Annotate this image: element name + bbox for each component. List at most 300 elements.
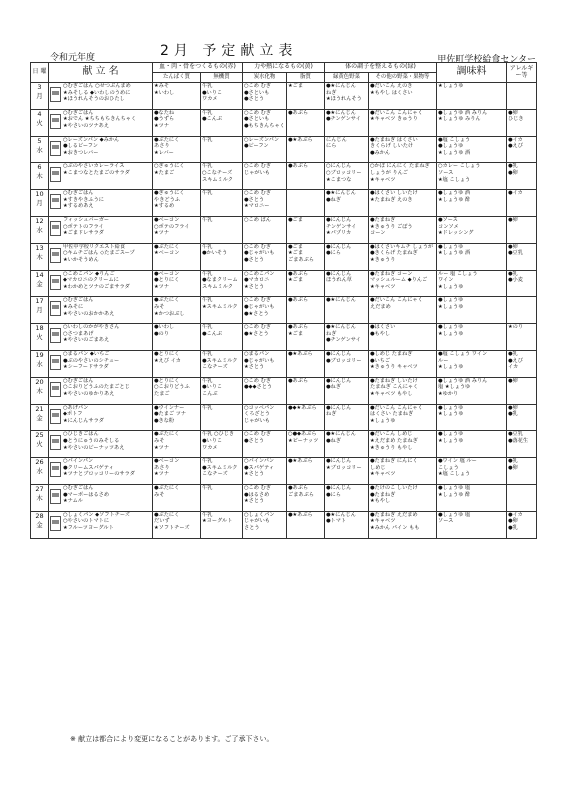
seasoning-cell: [437, 270, 507, 297]
menu-cell: [49, 484, 153, 511]
ingredient-line: ●ぶたにく: [154, 243, 180, 250]
ingredient-line: ●卵: [508, 404, 518, 411]
table-row: [31, 404, 537, 431]
allergy-cell: [507, 458, 537, 485]
ingredient-line: ●★にんじん: [326, 431, 356, 438]
date-number: 26: [35, 458, 44, 467]
ingredient-line: ●えび: [508, 357, 523, 364]
ingredient-line: ●いちご: [370, 357, 391, 364]
date-number: 19: [35, 350, 44, 359]
ingredient-line: ●しょうゆ 塩: [438, 511, 471, 518]
carbs-cell: [243, 83, 287, 110]
ingredient-line: マッシュルーム ◆りんご: [370, 277, 428, 284]
allergy-cell: [507, 243, 537, 270]
header-carbs: 炭水化物: [243, 73, 287, 83]
menu-cell: [49, 109, 153, 136]
ingredient-line: ●★あぶら: [288, 136, 313, 143]
menu-item: ○むぎごはん: [63, 109, 94, 116]
ingredient-line: ★しょうゆ: [438, 83, 464, 89]
ingredient-line: ★ヨーグルト: [202, 518, 233, 525]
ingredient-line: ★ツナ: [154, 122, 170, 129]
date-cell: [31, 243, 49, 270]
fats-cell: [287, 163, 325, 190]
ingredient-line: ●★あぶら: [288, 511, 313, 518]
ingredient-line: ★ピーナッツ: [288, 437, 319, 444]
protein-cell: [153, 190, 201, 217]
allergy-cell: [507, 109, 537, 136]
carbs-cell: [243, 190, 287, 217]
day-of-week: 火: [36, 333, 43, 342]
ingredient-line: ●さとう: [244, 196, 265, 203]
ingredient-line: あさり: [154, 464, 170, 471]
seasoning-cell: [437, 83, 507, 110]
ingredient-line: ★しょうゆ: [370, 417, 396, 424]
fats-cell: [287, 377, 325, 404]
carbs-cell: [243, 458, 287, 485]
ingredient-line: ★キャベツ: [370, 176, 396, 183]
day-of-week: 金: [36, 520, 43, 529]
ingredient-line: ★キャベツ: [370, 518, 396, 525]
ingredient-line: ●スパゲティ: [244, 464, 275, 471]
menu-item: ★おきつレバー: [63, 149, 99, 156]
menu-cell: [49, 324, 153, 351]
day-of-week: 水: [36, 359, 43, 368]
allergy-cell: [507, 163, 537, 190]
minerals-cell: [201, 404, 243, 431]
table-row: [31, 163, 537, 190]
ingredient-line: ●豆乳: [508, 250, 523, 257]
ingredient-line: ○●◆あぶら: [288, 431, 317, 438]
day-of-week: 水: [36, 467, 43, 476]
carbs-cell: [243, 431, 287, 458]
menu-item: ●しるビーフン: [63, 143, 98, 150]
date-cell: [31, 190, 49, 217]
menu-item: ○むぎごはん: [63, 190, 94, 197]
day-of-week: 木: [36, 493, 43, 502]
milk-carton-icon: [50, 87, 61, 102]
ingredient-line: 牛乳: [202, 163, 213, 170]
allergy-cell: [507, 404, 537, 431]
ingredient-line: ●ソース: [438, 216, 458, 223]
date-cell: [31, 404, 49, 431]
ingredient-line: ●★にんじん: [326, 324, 356, 331]
menu-cell: [49, 83, 153, 110]
carbs-cell: [243, 350, 287, 377]
menu-item: フィッシュバーガー: [63, 216, 110, 223]
protein-cell: [153, 404, 201, 431]
ingredient-line: きくらげ しいたけ: [370, 143, 414, 150]
header-green-group: 体の調子を整えるもの(緑): [325, 63, 437, 73]
ingredient-line: ★かつおぶし: [154, 310, 185, 317]
table-row: [31, 270, 537, 297]
ingredient-line: ●はるさめ: [244, 491, 270, 498]
ingredient-line: さとう: [244, 524, 260, 531]
gyveg-cell: [325, 350, 369, 377]
ingredient-line: みそ: [154, 437, 165, 444]
ingredient-line: ★しょうゆ: [438, 330, 464, 337]
ingredient-line: ●にんじん: [326, 404, 352, 411]
ingredient-line: ●なまクリーム: [202, 277, 238, 284]
gyveg-cell: [325, 270, 369, 297]
ingredient-line: あさり: [154, 143, 170, 150]
minerals-cell: [201, 243, 243, 270]
day-of-week: 月: [36, 199, 43, 208]
date-cell: [31, 136, 49, 163]
ingredient-line: ○にんじん: [326, 163, 352, 170]
ingredient-line: 牛乳: [202, 350, 213, 357]
date-number: 20: [35, 377, 44, 386]
seasoning-cell: [437, 377, 507, 404]
ingredient-line: ○まるパン: [244, 350, 270, 357]
date-number: 21: [35, 404, 44, 413]
allergy-cell: [507, 136, 537, 163]
milk-carton-icon: [50, 328, 61, 343]
seasoning-cell: [437, 163, 507, 190]
gyveg-cell: [325, 324, 369, 351]
ingredient-line: だいず: [154, 518, 170, 525]
table-row: [31, 83, 537, 110]
ingredient-line: ●こんぶ: [202, 330, 223, 337]
protein-cell: [153, 458, 201, 485]
ingredient-line: ★さとう: [244, 283, 265, 290]
ingredient-line: ●あぶら: [288, 484, 309, 491]
ingredient-line: こなチーズ: [202, 364, 228, 371]
ingredient-line: ●★さとう: [244, 310, 269, 317]
ingredient-line: ★パプリカ: [326, 230, 352, 237]
header-seasoning: 調味料: [437, 63, 507, 83]
ingredient-line: 牛乳: [202, 270, 213, 277]
ingredient-line: ●イカ: [508, 136, 523, 143]
allergy-cell: [507, 511, 537, 538]
ingredient-line: ●とりにく: [154, 377, 180, 384]
ingredient-line: ●イカ: [508, 190, 523, 197]
ingredient-line: ★しょうゆ: [438, 303, 464, 310]
ingredient-line: ○こめ むぎ: [244, 484, 271, 491]
table-row: [31, 324, 537, 351]
ingredient-line: ★のり: [508, 324, 524, 331]
ingredient-line: ●たまねぎ しいたけ: [370, 377, 418, 384]
seasoning-cell: [437, 484, 507, 511]
ingredient-line: ★もやし はくさい: [370, 89, 413, 96]
ingredient-line: ごまあぶら: [288, 256, 314, 263]
ingredient-line: ひじき: [508, 116, 524, 123]
ingredient-line: ●しょうゆ 酒 みりん: [438, 377, 488, 384]
ingredient-line: 牛乳: [202, 511, 213, 518]
ingredient-line: ●たまねぎ: [370, 216, 396, 223]
ingredient-line: ねぎ: [326, 411, 337, 418]
ingredient-line: ●マカロニ: [244, 277, 270, 284]
menu-item: ◆マカロニのクリームに: [63, 277, 119, 284]
menu-item: ○ぶのやさいカレーライス: [63, 163, 125, 170]
protein-cell: [153, 163, 201, 190]
ingredient-line: ★ごま: [288, 277, 304, 284]
ingredient-line: ★しょうゆ 酢: [438, 491, 471, 498]
ingredient-line: ●さとう: [244, 437, 265, 444]
ingredient-line: 牛乳: [202, 136, 213, 143]
ingredient-line: ●はくさい: [370, 324, 396, 331]
ingredient-line: ●ベーコン: [154, 270, 180, 277]
milk-carton-icon: [50, 462, 61, 477]
ingredient-line: ●落花生: [508, 437, 529, 444]
ingredient-line: ●乳: [508, 411, 518, 418]
ingredient-line: ○こめ むぎ: [244, 431, 271, 438]
ingredient-line: ●にんじん: [326, 270, 352, 277]
ingredient-line: しめじ: [370, 464, 386, 471]
fats-cell: [287, 458, 325, 485]
date-number: 14: [35, 270, 44, 279]
ingredient-line: ●乳: [508, 350, 518, 357]
gyveg-cell: [325, 431, 369, 458]
menu-item: ★ツナとブロッコリーのサラダ: [63, 471, 135, 478]
milk-carton-icon: [50, 489, 61, 504]
ingredient-line: ●きな粉: [154, 417, 175, 424]
date-cell: [31, 377, 49, 404]
menu-item: ○むぎごはん: [63, 377, 94, 384]
allergy-cell: [507, 83, 537, 110]
other-veg-cell: [369, 163, 437, 190]
ingredient-line: ●たまねぎ: [370, 491, 396, 498]
header-allergy: アレルギー等: [507, 63, 537, 83]
allergy-cell: [507, 377, 537, 404]
ingredient-line: ●だいこん こんにゃく: [370, 404, 423, 411]
ingredient-line: チンゲンサイ: [326, 223, 357, 230]
date-cell: [31, 431, 49, 458]
minerals-cell: [201, 190, 243, 217]
allergy-cell: [507, 350, 537, 377]
fats-cell: [287, 109, 325, 136]
ingredient-line: ルー: [438, 357, 449, 364]
day-of-week: 月: [36, 92, 43, 100]
ingredient-line: 牛乳: [202, 83, 213, 89]
menu-item: ★ほうれんそうのおひたし: [63, 96, 125, 103]
table-row: [31, 297, 537, 324]
date-number: 25: [35, 431, 44, 440]
seasoning-cell: [437, 243, 507, 270]
header-red-group: 血・肉・骨をつくるもの(赤): [153, 63, 243, 73]
ingredient-line: ○しょくパン: [244, 511, 275, 518]
gyveg-cell: [325, 484, 369, 511]
ingredient-line: ●★あぶら: [288, 458, 313, 465]
table-row: [31, 350, 537, 377]
allergy-cell: [507, 484, 537, 511]
minerals-cell: [201, 458, 243, 485]
ingredient-line: ○こめ むぎ: [244, 163, 271, 170]
page-title: 2月 予定献立表: [160, 43, 298, 59]
date-number: 13: [35, 243, 44, 252]
ingredient-line: ●ぶたにく: [154, 431, 180, 438]
milk-carton-icon: [50, 435, 61, 450]
header-protein: たんぱく質: [153, 73, 201, 83]
ingredient-line: ワカメ: [202, 444, 218, 451]
allergy-cell: [507, 297, 537, 324]
menu-item: ○レーズンパン ◆みかん: [63, 136, 120, 143]
ingredient-line: ○こめ むぎ: [244, 377, 271, 384]
ingredient-line: ★しょうゆ みりん: [438, 116, 481, 123]
milk-carton-icon: [50, 409, 61, 424]
other-veg-cell: [369, 109, 437, 136]
milk-carton-icon: [50, 167, 61, 182]
ingredient-line: ★しょうゆ 酢: [438, 196, 471, 203]
day-of-week: 火: [36, 118, 43, 127]
protein-cell: [153, 297, 201, 324]
menu-item: ○こめこパン ◆りんご: [63, 270, 115, 277]
gyveg-cell: [325, 190, 369, 217]
ingredient-line: ★キャベツ: [370, 471, 396, 478]
ingredient-line: ★えだまめ たまねぎ: [370, 437, 418, 444]
fats-cell: [287, 190, 325, 217]
ingredient-line: ワイン: [438, 277, 454, 284]
menu-item: ★わかめとツナのごまサラダ: [63, 283, 130, 290]
milk-carton-icon: [50, 248, 61, 263]
ingredient-line: ○かぼ にんにく たまねぎ: [370, 163, 430, 170]
milk-carton-icon: [50, 141, 61, 156]
ingredient-line: はくさい たまねぎ: [370, 411, 414, 418]
menu-item: ○さつまあげ: [63, 330, 94, 337]
ingredient-line: ★ゆかり: [438, 390, 459, 397]
ingredient-line: ●◆◆さとう: [244, 384, 273, 391]
ingredient-line: ★きゅうり: [370, 256, 396, 263]
ingredient-line: 牛乳: [202, 243, 213, 250]
menu-item: ○むぎごはん: [63, 484, 94, 491]
day-of-week: 水: [36, 145, 43, 154]
ingredient-line: ★ほうれんそう: [326, 96, 362, 103]
ingredient-line: ●もやし: [370, 330, 391, 337]
protein-cell: [153, 350, 201, 377]
ingredient-line: 牛乳: [202, 458, 213, 465]
ingredient-line: ●にんじん: [326, 243, 352, 250]
carbs-cell: [243, 136, 287, 163]
ingredient-line: ●ブロッコリー: [326, 357, 362, 364]
menu-item: ★やさいのツナあえ: [63, 122, 110, 129]
menu-item: ★こまつなとたまごのサラダ: [63, 169, 130, 176]
menu-item: ●ぶのやさいのシチュー: [63, 357, 120, 364]
ingredient-line: ●あぶら: [288, 377, 309, 384]
fats-cell: [287, 404, 325, 431]
ingredient-line: ソース: [438, 169, 454, 176]
ingredient-line: ●じゃがいも: [244, 303, 275, 310]
ingredient-line: ●ワイン 塩 ルー: [438, 458, 477, 465]
minerals-cell: [201, 350, 243, 377]
other-veg-cell: [369, 431, 437, 458]
ingredient-line: ★ツナ: [154, 444, 170, 451]
menu-item: ○ポテトのフライ: [63, 223, 104, 230]
table-row: [31, 431, 537, 458]
milk-carton-icon: [50, 221, 61, 236]
ingredient-line: ●乳: [508, 270, 518, 277]
ingredient-line: ●かいそう: [202, 250, 228, 257]
fats-cell: [287, 350, 325, 377]
ingredient-line: ★しょうゆ 酒: [438, 149, 471, 156]
other-veg-cell: [369, 243, 437, 270]
ingredient-line: ★しょうゆ 酒: [438, 250, 471, 257]
seasoning-cell: [437, 297, 507, 324]
ingredient-line: ★さとう: [244, 471, 265, 478]
ingredient-line: ●ベーコン: [154, 458, 180, 465]
menu-item: ○こおりどうふのたまごとじ: [63, 384, 130, 391]
header-day: 日 曜: [31, 63, 49, 83]
ingredient-line: ●しょうゆ 塩: [438, 484, 471, 491]
other-veg-cell: [369, 377, 437, 404]
ingredient-line: ★ソフトチーズ: [154, 524, 190, 531]
menu-item: ★やさいのごまあえ: [63, 337, 110, 344]
minerals-cell: [201, 216, 243, 243]
ingredient-line: ●にんじん: [326, 377, 352, 384]
gyveg-cell: [325, 163, 369, 190]
ingredient-line: ●だいこん えのき: [370, 83, 413, 89]
gyveg-cell: [325, 109, 369, 136]
ingredient-line: ○カレー こしょう: [438, 163, 481, 170]
header-fats: 脂質: [287, 73, 325, 83]
carbs-cell: [243, 404, 287, 431]
ingredient-line: ●たけのこ しいたけ: [370, 484, 418, 491]
ingredient-line: ●しょうゆ: [438, 143, 464, 150]
ingredient-line: ★ブロッコリー: [326, 464, 362, 471]
ingredient-line: ○こめこパン: [244, 270, 275, 277]
ingredient-line: ●スキムミルク: [202, 357, 238, 364]
menu-cell: [49, 458, 153, 485]
ingredient-line: ★きゅうり もやし: [370, 444, 413, 451]
protein-cell: [153, 109, 201, 136]
menu-item: ★すきやきふうに: [63, 196, 104, 203]
seasoning-cell: [437, 136, 507, 163]
header-menu: 献 立 名: [49, 63, 153, 83]
ingredient-line: ★するめ: [154, 203, 175, 210]
ingredient-line: 塩 ★しょうゆ: [438, 384, 471, 391]
ingredient-line: ●いりこ: [202, 384, 223, 391]
seasoning-cell: [437, 431, 507, 458]
ingredient-line: ★もやし: [370, 498, 391, 505]
menu-cell: [49, 243, 153, 270]
ingredient-line: こんぶ: [202, 390, 218, 397]
table-row: [31, 216, 537, 243]
ingredient-line: ○ぎゅうにく: [154, 163, 185, 170]
ingredient-line: ●乳: [508, 458, 518, 465]
menu-item: ★みそしる ◆いわしのうめに: [63, 89, 131, 96]
ingredient-line: ●さとう: [244, 256, 265, 263]
protein-cell: [153, 270, 201, 297]
ingredient-line: ●豆乳: [508, 431, 523, 438]
menu-cell: [49, 511, 153, 538]
ingredient-line: ★きゅうり ごぼう: [370, 223, 413, 230]
ingredient-line: ●たまねぎ えだまめ: [370, 511, 418, 518]
ingredient-line: ●ねぎ: [326, 196, 341, 203]
header-gyveg: 緑黄色野菜: [325, 73, 369, 83]
ingredient-line: ★ツナ: [154, 471, 170, 478]
date-cell: [31, 458, 49, 485]
ingredient-line: くろざとう: [244, 411, 270, 418]
ingredient-line: ○こめ むぎ: [244, 83, 271, 89]
ingredient-line: ●塩 こしょう: [438, 136, 471, 143]
menu-cell: [49, 136, 153, 163]
ingredient-line: ★いわし: [154, 89, 175, 96]
ingredient-line: ★ドレッシング: [438, 230, 474, 237]
organization-name: 甲佐町学校給食センター: [437, 55, 536, 65]
ingredient-line: コンソメ: [438, 223, 459, 230]
page-header: [0, 0, 564, 65]
minerals-cell: [201, 109, 243, 136]
ingredient-line: たまご: [154, 390, 170, 397]
ingredient-line: ★マロニー: [244, 203, 270, 210]
ingredient-line: ●ぎゅうにく: [154, 190, 185, 197]
milk-carton-icon: [50, 194, 61, 209]
ingredient-line: ●えび: [508, 143, 523, 150]
ingredient-line: ●にんじん: [326, 484, 352, 491]
ingredient-line: ●ウインナー: [154, 404, 185, 411]
ingredient-line: ○コッペパン: [244, 404, 275, 411]
ingredient-line: こしょう: [438, 464, 459, 471]
menu-table: [30, 62, 537, 539]
date-number: 4: [37, 109, 42, 118]
